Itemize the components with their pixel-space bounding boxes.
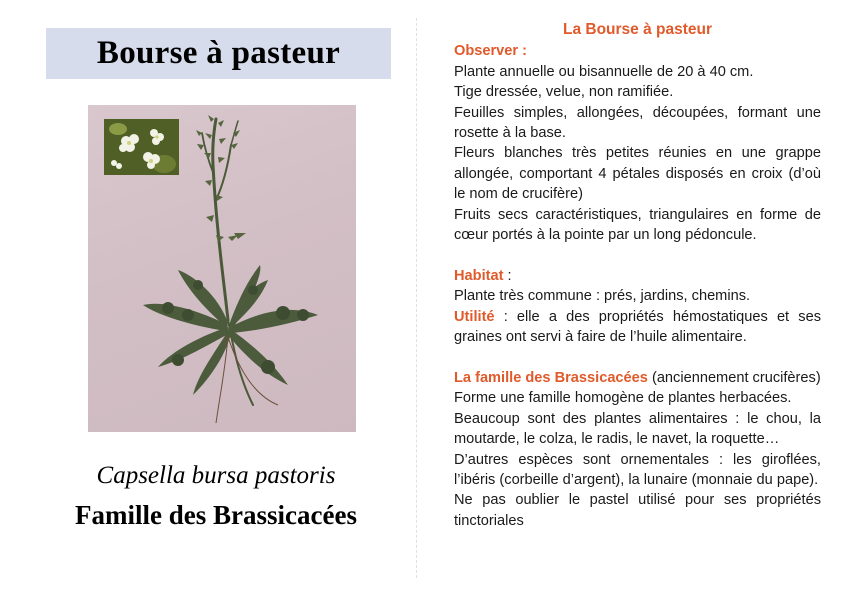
plant-photo [88,105,356,432]
famille-intro: (anciennement crucifères) [647,369,821,386]
famille-line: D’autres espèces sont ornementales : les giroflées, l’ibéris (corbeille d’argent), la lunaire (monnaie du pape). [454,451,821,488]
utilite-text: : elle a des propriétés hémostatiques et ses graines ont servi à faire de l’huile alimentaire. [454,308,821,346]
latin-name: Capsella bursa pastoris [96,462,336,489]
famille-line: Beaucoup sont des plantes alimentaires : le chou, la moutarde, le colza, le radis, le navet, la roquette… [454,410,821,448]
habitat-heading-line [454,266,821,286]
title-banner [46,28,391,79]
observer-line: Fleurs blanches très petites réunies en une grappe allongée, comportant 4 pétales disposés en croix (d’où le nom de crucifère) [454,145,821,203]
habitat-heading: Habitat [454,267,504,284]
observer-line: Fruits secs caractéristiques, triangulaires en forme de cœur portés à la pointe par un long pédoncule. [454,206,821,244]
habitat-suffix: : [503,267,512,284]
famille-paragraph [454,368,821,388]
utilite-paragraph [454,307,821,348]
family-name: Famille des Brassicacées [75,500,357,530]
famille-heading: La famille des Brassicacées [454,369,648,386]
utilite-heading: Utilité [454,308,495,325]
famille-line: Forme une famille homogène de plantes herbacées. [454,390,792,407]
observer-line: Feuilles simples, allongées, découpées, formant une rosette à la base. [454,104,821,142]
plant-illustration [88,105,356,432]
column-divider [416,18,418,578]
observer-line: Tige dressée, velue, non ramifiée. [454,84,674,101]
famille-line: Ne pas oublier le pastel utilisé pour ses propriétés tinctoriales [454,492,821,529]
observer-line: Plante annuelle ou bisannuelle de 20 à 40 cm. [454,63,754,80]
page-title: Bourse à pasteur [96,35,341,71]
observer-heading: Observer : [454,43,528,60]
habitat-text: Plante très commune : prés, jardins, chemins. [454,288,751,305]
description-column [454,20,821,531]
description-title: La Bourse à pasteur [562,21,713,38]
